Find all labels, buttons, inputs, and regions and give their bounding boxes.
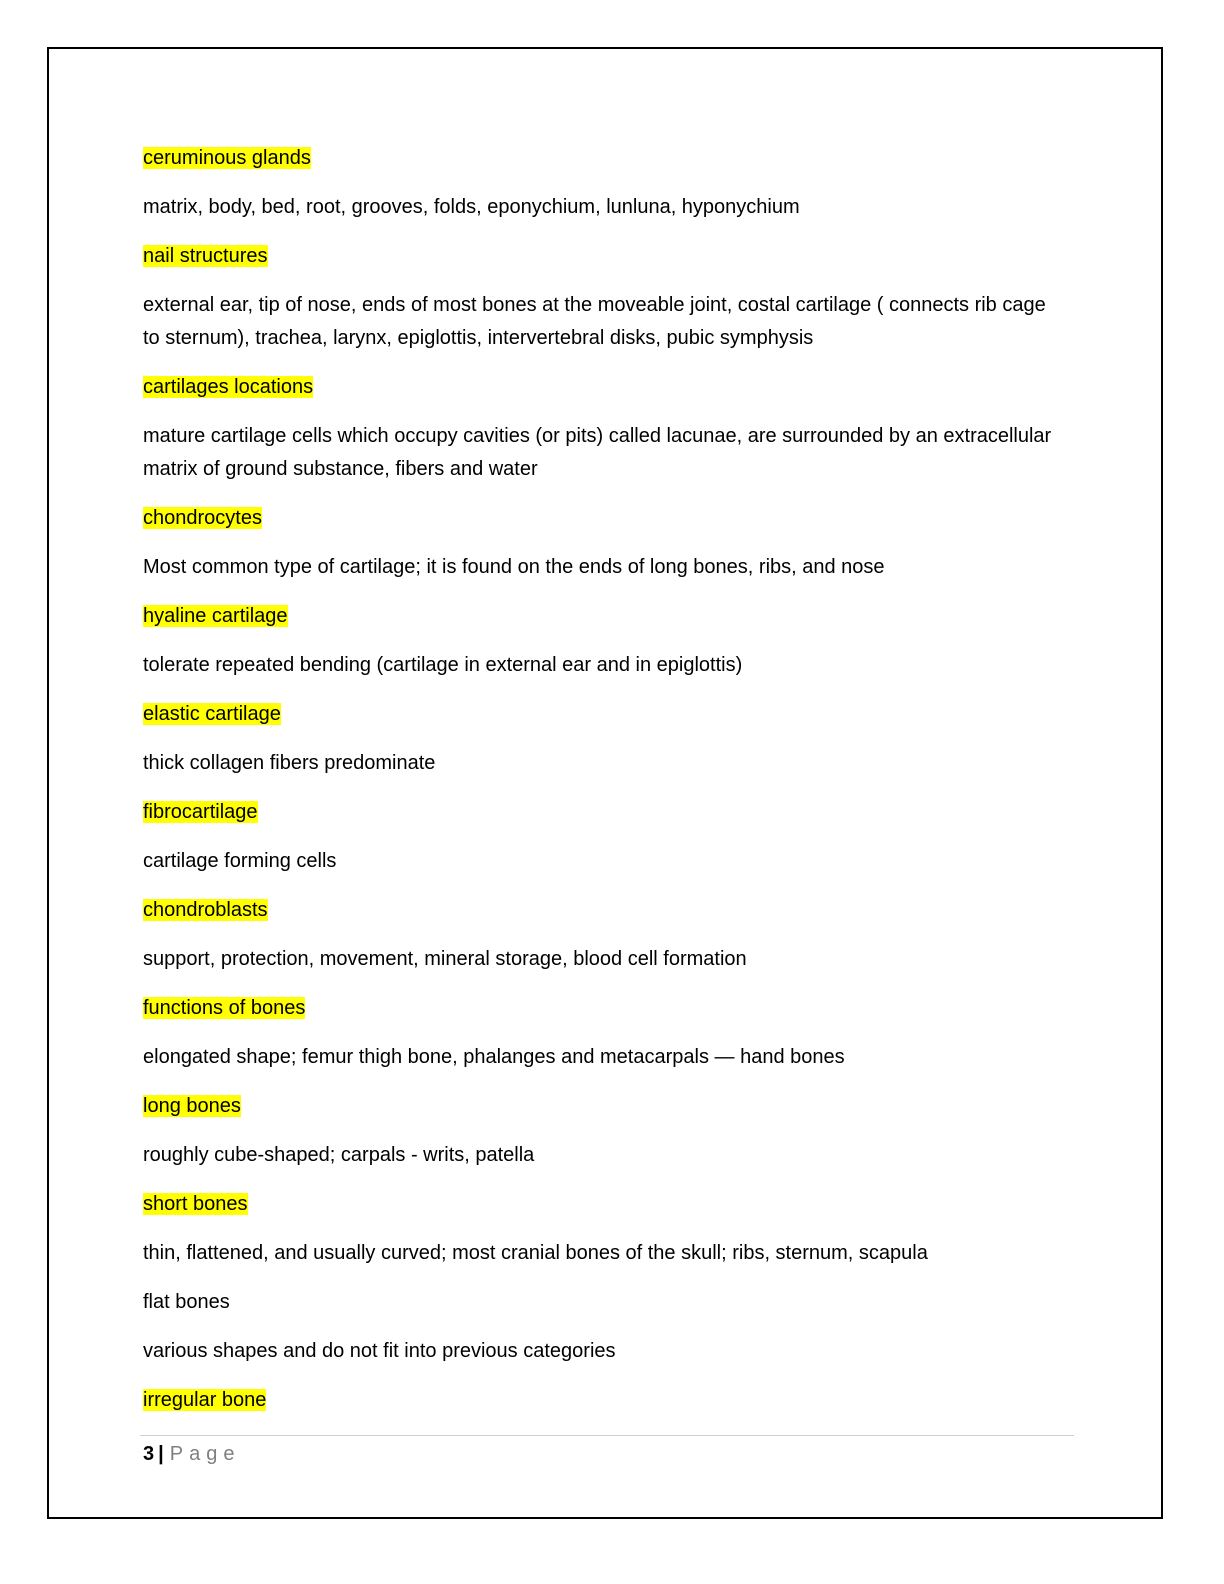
entry-definition: thin, flattened, and usually curved; most cranial bones of the skull; ribs, sternum, scapula (143, 1242, 928, 1264)
entry-term: short bones (143, 1193, 248, 1215)
entry-definition: various shapes and do not fit into previous categories (143, 1340, 616, 1362)
entry-term: ceruminous glands (143, 147, 311, 169)
entry-definition: Most common type of cartilage; it is found on the ends of long bones, ribs, and nose (143, 556, 885, 578)
entry-term: long bones (143, 1095, 241, 1117)
entry-definition: roughly cube-shaped; carpals - writs, patella (143, 1144, 535, 1166)
entry-definition: mature cartilage cells which occupy cavities (or pits) called lacunae, are surrounded by an extracellular matrix of ground substance, fibers and water (143, 425, 1052, 480)
entry-definition: tolerate repeated bending (cartilage in external ear and in epiglottis) (143, 654, 743, 676)
page-footer (143, 1440, 240, 1468)
entry-definition: external ear, tip of nose, ends of most bones at the moveable joint, costal cartilage ( connects rib cage to sternum), trachea, larynx, epiglottis, intervertebral disks, pubic symphysis (143, 294, 1046, 349)
entry-term: fibrocartilage (143, 801, 258, 823)
entry-term: nail structures (143, 245, 268, 267)
entry-term-unhighlighted: flat bones (143, 1291, 230, 1313)
entry-term: functions of bones (143, 997, 306, 1019)
entry-term: irregular bone (143, 1389, 267, 1411)
entry-term: cartilages locations (143, 376, 314, 398)
page-label: Page (169, 1443, 241, 1465)
entry-definition: thick collagen fibers predominate (143, 752, 436, 774)
entry-term: elastic cartilage (143, 703, 281, 725)
footer-separator: | (158, 1443, 164, 1465)
entry-definition: elongated shape; femur thigh bone, phalanges and metacarpals — hand bones (143, 1046, 845, 1068)
entry-definition: matrix, body, bed, root, grooves, folds, eponychium, lunluna, hyponychium (143, 196, 800, 218)
entry-term: chondrocytes (143, 507, 262, 529)
page-number: 3 (143, 1443, 155, 1465)
entry-definition: cartilage forming cells (143, 850, 337, 872)
document-body (143, 142, 1053, 1433)
entry-term: chondroblasts (143, 899, 268, 921)
entry-term: hyaline cartilage (143, 605, 288, 627)
entry-definition: support, protection, movement, mineral storage, blood cell formation (143, 948, 747, 970)
footer-divider (140, 1435, 1074, 1436)
